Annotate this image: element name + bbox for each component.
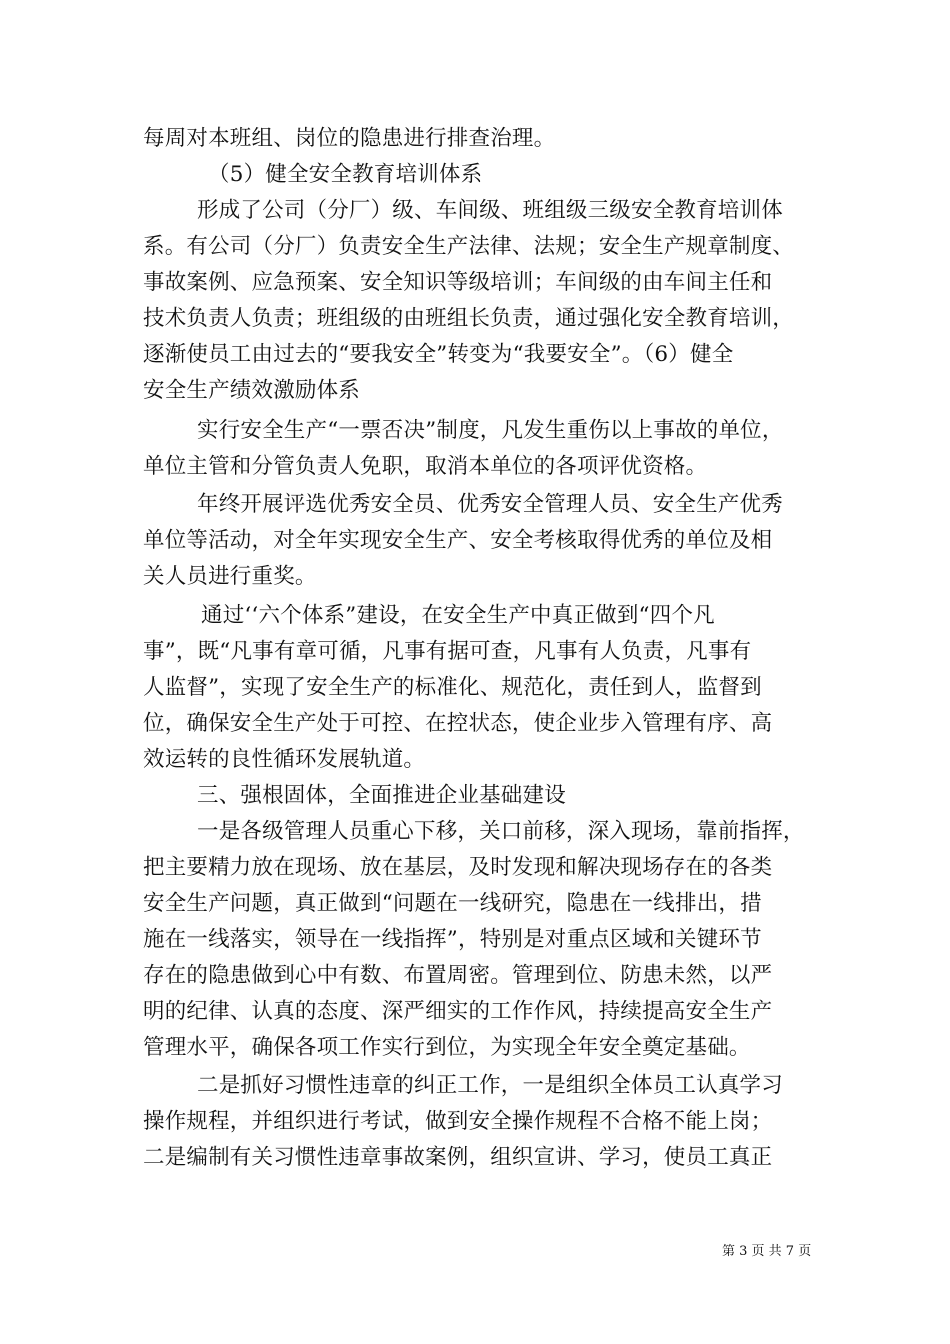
paragraph-line: 事”，既“凡事有章可循，凡事有据可查，凡事有人负责，凡事有 (143, 639, 752, 664)
paragraph-line: 技术负责人负责；班组级的由班组长负责，通过强化安全教育培训， (143, 306, 795, 331)
paragraph-line: 位，确保安全生产处于可控、在控状态，使企业步入管理有序、高 (143, 711, 773, 736)
paragraph-line: 每周对本班组、岗位的隐患进行排查治理。 (143, 126, 556, 151)
paragraph-line: 明的纪律、认真的态度、深严细实的工作作风，持续提高安全生产 (143, 999, 773, 1024)
paragraph-line: 二是编制有关习惯性违章事故案例，组织宣讲、学习，使员工真正 (143, 1145, 773, 1170)
paragraph-line: 形成了公司（分厂）级、车间级、班组级三级安全教育培训体 (197, 198, 783, 223)
section-heading: （5）健全安全教育培训体系 (208, 162, 483, 187)
paragraph-line: 通过‘‘六个体系”建设，在安全生产中真正做到“四个凡 (201, 603, 715, 628)
paragraph-line: 二是抓好习惯性违章的纠正工作，一是组织全体员工认真学习 (197, 1073, 783, 1098)
paragraph-line: 效运转的良性循环发展轨道。 (143, 747, 426, 772)
paragraph-line: 存在的隐患做到心中有数、布置周密。管理到位、防患未然，以严 (143, 963, 773, 988)
paragraph-line: 实行安全生产“一票否决”制度，凡发生重伤以上事故的单位， (197, 418, 784, 443)
paragraph-line: 人监督”，实现了安全生产的标准化、规范化，责任到人，监督到 (143, 675, 762, 700)
paragraph-line: 年终开展评选优秀安全员、优秀安全管理人员、安全生产优秀 (197, 492, 783, 517)
page-number-footer: 第 3 页 共 7 页 (722, 1244, 812, 1259)
paragraph-line: 施在一线落实，领导在一线指挥”，特别是对重点区域和关键环节 (143, 927, 762, 952)
paragraph-line: 事故案例、应急预案、安全知识等级培训；车间级的由车间主任和 (143, 270, 773, 295)
paragraph-line: 把主要精力放在现场、放在基层，及时发现和解决现场存在的各类 (143, 855, 773, 880)
paragraph-line: 一是各级管理人员重心下移，关口前移，深入现场，靠前指挥， (197, 819, 805, 844)
paragraph-line: 管理水平，确保各项工作实行到位，为实现全年安全奠定基础。 (143, 1035, 751, 1060)
paragraph-line: 操作规程，并组织进行考试，做到安全操作规程不合格不能上岗； (143, 1109, 773, 1134)
paragraph-line: 安全生产问题，真正做到“问题在一线研究，隐患在一线排出，措 (143, 891, 762, 916)
paragraph-line: 逐渐使员工由过去的“要我安全”转变为“我要安全”。（6）健全 (143, 342, 734, 367)
paragraph-line: 单位主管和分管负责人免职，取消本单位的各项评优资格。 (143, 454, 708, 479)
paragraph-line: 单位等活动，对全年实现安全生产、安全考核取得优秀的单位及相 (143, 528, 773, 553)
paragraph-line: 关人员进行重奖。 (143, 564, 317, 589)
section-heading: 三、强根固体，全面推进企业基础建设 (197, 783, 566, 808)
paragraph-line: 系。有公司（分厂）负责安全生产法律、法规；安全生产规章制度、 (143, 234, 795, 259)
section-heading: 安全生产绩效激励体系 (143, 378, 361, 403)
